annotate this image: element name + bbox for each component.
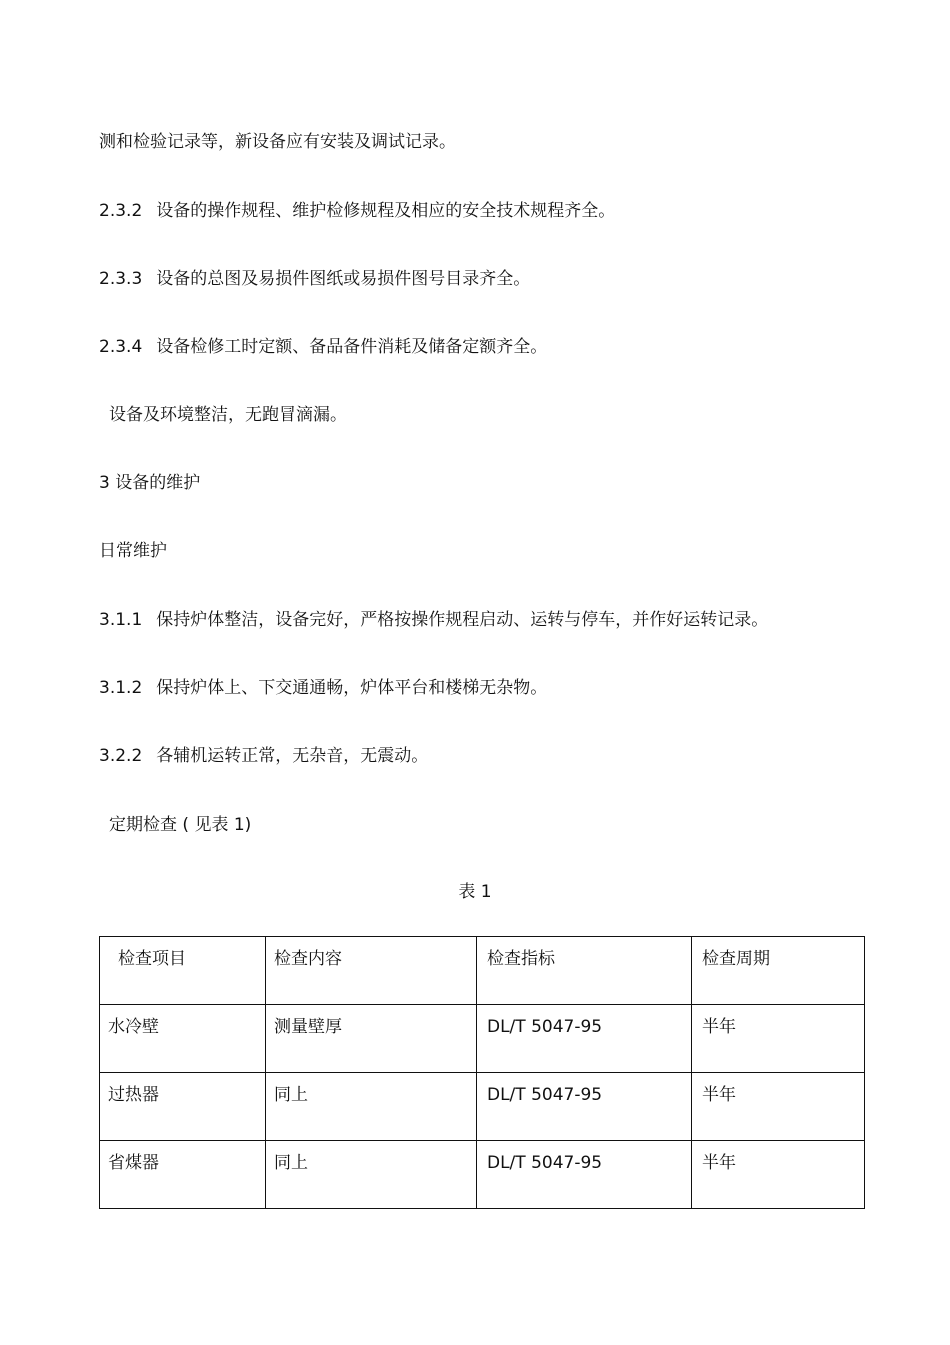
table-header-cell: 检查指标	[477, 937, 692, 1005]
clause-2-3-4	[99, 337, 547, 357]
clause-text: 保持炉体整洁，设备完好，严格按操作规程启动、运转与停车，并作好运转记录。	[156, 610, 769, 630]
clause-text: 各辅机运转正常，无杂音，无震动。	[156, 746, 429, 766]
table-row	[100, 1073, 865, 1141]
clause-number: 3.2.2	[99, 746, 143, 766]
clause-text: 设备的操作规程、维护检修规程及相应的安全技术规程齐全。	[156, 201, 616, 221]
clause-3-1-2	[99, 678, 547, 698]
table-cell: 半年	[692, 1073, 865, 1141]
clause-number: 2.3.2	[99, 201, 143, 221]
table-cell: 半年	[692, 1005, 865, 1073]
clause-number: 2.3.4	[99, 337, 143, 357]
clause-number: 2.3.3	[99, 269, 143, 289]
clause-2-3-3	[99, 269, 530, 289]
table-caption: 表 1	[458, 882, 492, 902]
table-cell: 省煤器	[100, 1141, 266, 1209]
clause-text: 设备检修工时定额、备品备件消耗及储备定额齐全。	[156, 337, 548, 357]
clause-3-2-2	[99, 746, 428, 766]
table-header-cell: 检查项目	[100, 937, 266, 1005]
clause-3-1-1	[99, 610, 768, 630]
clause-text: 设备的总图及易损件图纸或易损件图号目录齐全。	[156, 269, 531, 289]
paragraph-line: 定期检查 ( 见表 1)	[109, 815, 252, 835]
table-cell: 过热器	[100, 1073, 266, 1141]
table-header-row	[100, 937, 865, 1005]
paragraph-line: 测和检验记录等，新设备应有安装及调试记录。	[99, 132, 456, 152]
table-cell: 水冷壁	[100, 1005, 266, 1073]
table-cell: 同上	[266, 1141, 477, 1209]
table-header-cell: 检查内容	[266, 937, 477, 1005]
table-header-cell: 检查周期	[692, 937, 865, 1005]
table-row	[100, 1141, 865, 1209]
table-cell: 测量壁厚	[266, 1005, 477, 1073]
table-cell: DL/T 5047-95	[477, 1073, 692, 1141]
table-cell: 同上	[266, 1073, 477, 1141]
table-cell: DL/T 5047-95	[477, 1141, 692, 1209]
clause-text: 保持炉体上、下交通通畅，炉体平台和楼梯无杂物。	[156, 678, 548, 698]
table-cell: DL/T 5047-95	[477, 1005, 692, 1073]
clause-number: 3.1.2	[99, 678, 143, 698]
inspection-table	[99, 936, 865, 1209]
clause-number: 3.1.1	[99, 610, 143, 630]
table-row	[100, 1005, 865, 1073]
section-heading: 3 设备的维护	[99, 473, 201, 493]
paragraph-line: 设备及环境整洁，无跑冒滴漏。	[109, 405, 347, 425]
table-cell: 半年	[692, 1141, 865, 1209]
clause-2-3-2	[99, 201, 615, 221]
subsection-heading: 日常维护	[99, 541, 167, 561]
